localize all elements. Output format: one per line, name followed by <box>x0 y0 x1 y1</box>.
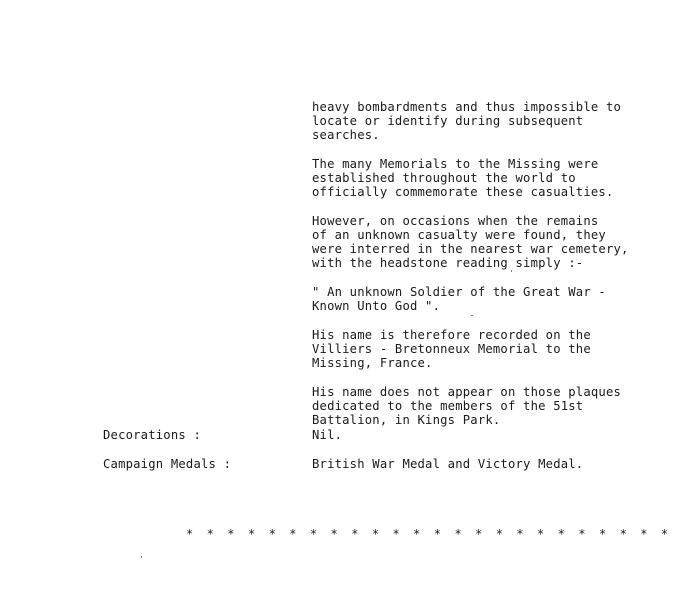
scan-speck <box>511 270 512 272</box>
star-divider: * * * * * * * * * * * * * * * * * * * * * * * * <box>186 527 672 541</box>
decorations-value: Nil. <box>312 428 343 442</box>
paragraph-plaques: His name does not appear on those plaques dedicated to the members of the 51st Battalion, in Kings Park. <box>312 385 622 427</box>
scan-speck <box>141 556 142 558</box>
paragraph-memorials: The many Memorials to the Missing were established throughout the world to officially commemorate these casualties. <box>312 157 614 199</box>
scan-speck <box>471 315 473 316</box>
paragraph-memorial-record: His name is therefore recorded on the Villiers - Bretonneux Memorial to the Missing, France. <box>312 328 591 370</box>
paragraph-bombardments: heavy bombardments and thus impossible to locate or identify during subsequent searches. <box>312 100 622 142</box>
decorations-label: Decorations : <box>103 428 201 442</box>
paragraph-unknown-casualty: However, on occasions when the remains of an unknown casualty were found, they were interred in the nearest war cemetery, with the headstone reading simply :- <box>312 214 629 270</box>
campaign-medals-label: Campaign Medals : <box>103 457 232 471</box>
campaign-medals-value: British War Medal and Victory Medal. <box>312 457 584 471</box>
paragraph-headstone-quote: " An unknown Soldier of the Great War - Known Unto God ". <box>312 285 606 313</box>
body-text-column <box>312 100 662 442</box>
